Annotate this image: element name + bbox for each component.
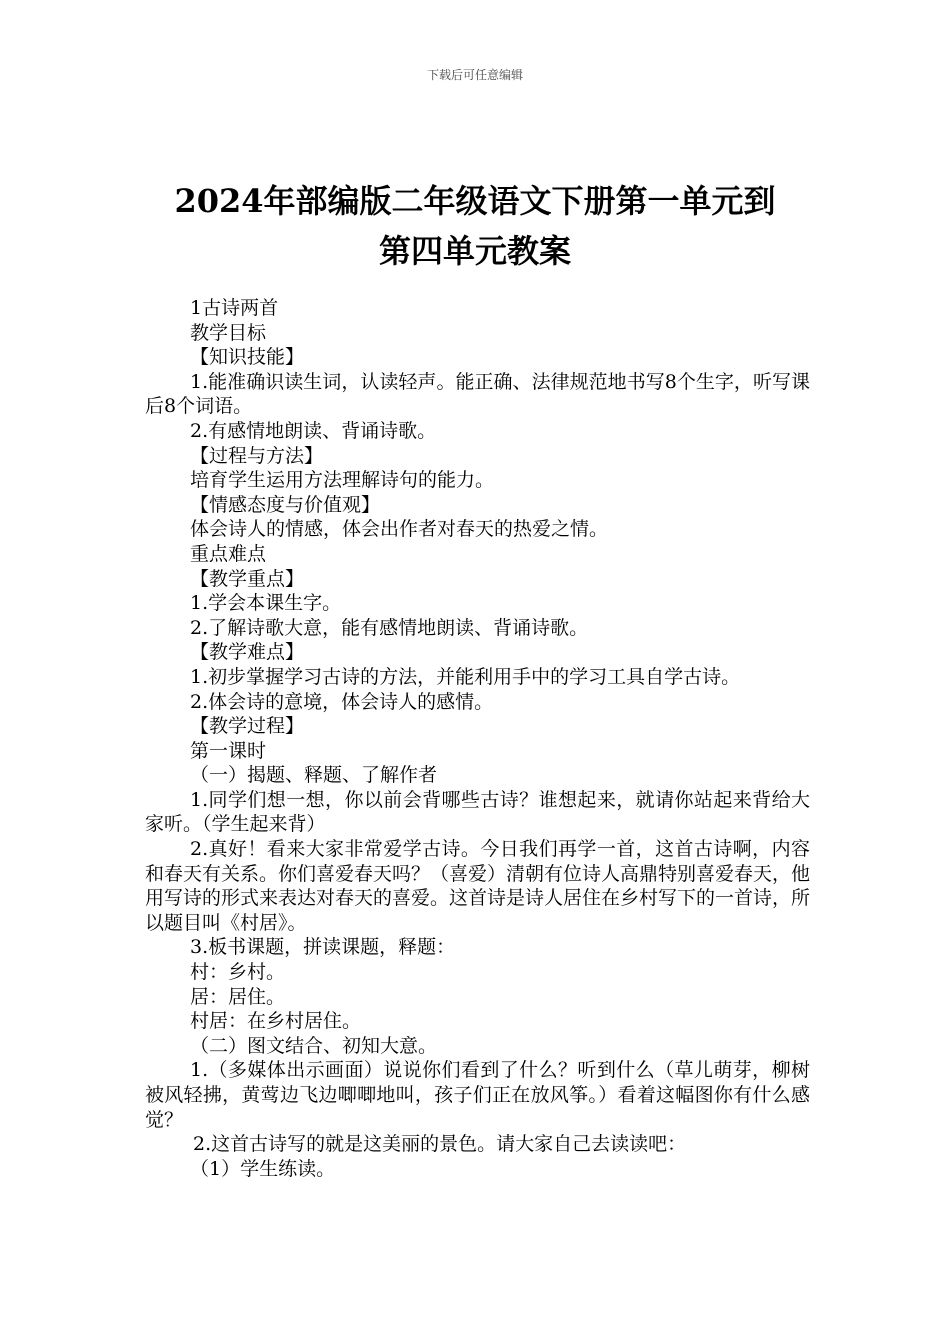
paragraph: 2.体会诗的意境，体会诗人的感情。 bbox=[190, 690, 494, 713]
paragraph: 1.初步掌握学习古诗的方法，并能利用手中的学习工具自学古诗。 bbox=[190, 665, 741, 688]
paragraph: 3.板书课题，拼读课题，释题： bbox=[190, 936, 456, 959]
title-line-1: 2024年部编版二年级语文下册第一单元到 bbox=[174, 182, 776, 220]
document-title bbox=[140, 176, 810, 276]
paragraph: 教学目标 bbox=[190, 321, 267, 344]
paragraph: 【情感态度与价值观】 bbox=[190, 493, 381, 516]
paragraph: 【知识技能】 bbox=[190, 346, 305, 369]
page-header-note: 下载后可任意编辑 bbox=[426, 68, 523, 82]
paragraph: 【过程与方法】 bbox=[190, 444, 324, 467]
paragraph: 2.了解诗歌大意，能有感情地朗读、背诵诗歌。 bbox=[190, 616, 589, 639]
paragraph: 体会诗人的情感，体会出作者对春天的热爱之情。 bbox=[190, 518, 609, 541]
paragraph: 第一课时 bbox=[190, 739, 267, 762]
paragraph: 1.（多媒体出示画面）说说你们看到了什么？听到什么（草儿萌芽，柳树被风轻拂，黄莺边飞边唧唧地叫，孩子们正在放风筝。）看着这幅图你有什么感觉？ bbox=[145, 1059, 810, 1131]
paragraph: 村居：在乡村居住。 bbox=[190, 1010, 362, 1033]
paragraph: 2.这首古诗写的就是这美丽的景色。请大家自己去读读吧： bbox=[193, 1133, 687, 1156]
document-body bbox=[145, 296, 810, 1181]
paragraph: 【教学难点】 bbox=[190, 641, 305, 664]
paragraph: 2.真好！看来大家非常爱学古诗。今日我们再学一首，这首古诗啊，内容和春天有关系。你们喜爱春天吗？（喜爱）清朝有位诗人高鼎特别喜爱春天，他用写诗的形式来表达对春天的喜爱。这首诗是诗人居住在乡村写下的一首诗，所以题目叫《村居》。 bbox=[145, 838, 811, 934]
paragraph: 1.学会本课生字。 bbox=[190, 592, 342, 615]
paragraph: 2.有感情地朗读、背诵诗歌。 bbox=[190, 419, 437, 442]
paragraph: 1.能准确识读生词，认读轻声。能正确、法律规范地书写8个生字，听写课后8个词语。 bbox=[145, 370, 810, 418]
paragraph: （二）图文结合、初知大意。 bbox=[190, 1034, 438, 1057]
title-line-2: 第四单元教案 bbox=[378, 232, 571, 270]
paragraph: （1）学生练读。 bbox=[190, 1157, 336, 1180]
paragraph: 【教学重点】 bbox=[190, 567, 305, 590]
paragraph: 【教学过程】 bbox=[190, 715, 305, 738]
paragraph: 重点难点 bbox=[190, 542, 267, 565]
paragraph: 培育学生运用方法理解诗句的能力。 bbox=[190, 469, 495, 492]
paragraph: 1古诗两首 bbox=[190, 297, 279, 319]
paragraph: （一）揭题、释题、了解作者 bbox=[190, 764, 438, 787]
paragraph: 1.同学们想一想，你以前会背哪些古诗？谁想起来，就请你站起来背给大家听。（学生起来背） bbox=[145, 788, 810, 836]
paragraph: 村：乡村。 bbox=[190, 961, 286, 984]
paragraph: 居：居住。 bbox=[190, 985, 286, 1008]
